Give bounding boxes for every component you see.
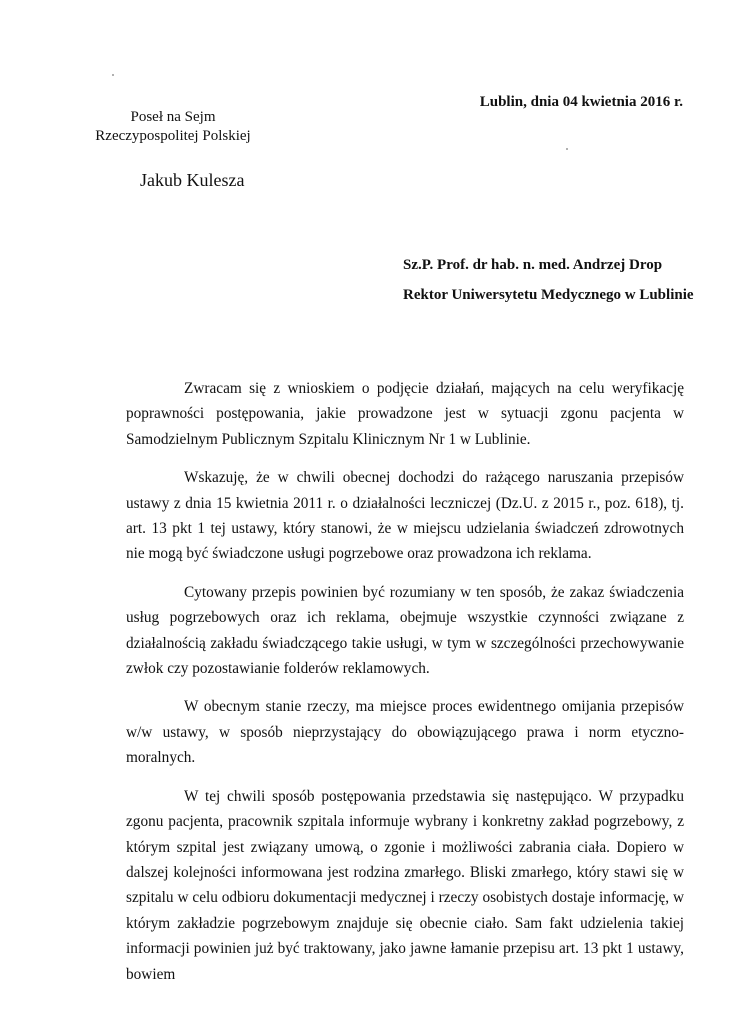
letter-date: Lublin, dnia 04 kwietnia 2016 r. xyxy=(479,94,683,110)
sender-block xyxy=(88,108,258,146)
sender-title: Poseł na Sejm xyxy=(130,109,216,125)
body-paragraph: Wskazuję, że w chwili obecnej dochodzi do rażącego naruszania przepisów ustawy z dnia 15 kwietnia 2011 r. o działalności leczniczej (Dz.U. z 2015 r., poz. 618), tj. art. 13 pkt 1 tej ustawy, który stanowi, że w miejscu udzielania świadczeń zdrowotnych nie mogą być świadczone usługi pogrzebowe oraz prowadzona ich reklama. xyxy=(126,469,684,563)
body-paragraph: Zwracam się z wnioskiem o podjęcie działań, mających na celu weryfikację poprawności postępowania, jakie prowadzone jest w sytuacji zgonu pacjenta w Samodzielnym Publicznym Szpitalu Klinicznym Nr 1 w Lublinie. xyxy=(126,380,684,448)
letter-body xyxy=(126,376,684,1000)
recipient-position: Rektor Uniwersytetu Medycznego w Lublinie xyxy=(403,287,694,303)
body-paragraph: Cytowany przepis powinien być rozumiany w ten sposób, że zakaz świadczenia usług pogrzebowych oraz ich reklama, obejmuje wszystkie czynności związane z działalnością zakładu świadczącego takie usługi, w tym w szczególności przechowywanie zwłok czy pozostawianie folderów reklamowych. xyxy=(126,583,684,678)
scan-speck xyxy=(112,74,114,76)
body-paragraph: W obecnym stanie rzeczy, ma miejsce proces ewidentnego omijania przepisów w/w ustawy, w sposób nieprzystający do obowiązującego prawa i norm etyczno-moralnych. xyxy=(126,698,684,767)
body-paragraph: W tej chwili sposób postępowania przedstawia się następująco. W przypadku zgonu pacjenta, pracownik szpitala informuje wybrany i konkretny zakład pogrzebowy, z którym szpital jest związany umową, o zgonie i możliwości zabrania ciała. Dopiero w dalszej kolejności informowana jest rodzina zmarłego. Bliski zmarłego, który stawi się w szpitalu w celu odbioru dokumentacji medycznej i rzeczy osobistych dostaje informację, w którym zakładzie pogrzebowym znajduje się obecnie ciało. Sam fakt udzielenia takiej informacji powinien już być traktowany, jako jawne łamanie przepisu art. 13 pkt 1 ustawy, bowiem xyxy=(126,787,684,983)
recipient-block xyxy=(403,250,694,310)
sender-name: Jakub Kulesza xyxy=(140,170,245,190)
sender-institution: Rzeczypospolitej Polskiej xyxy=(95,128,251,144)
recipient-name: Sz.P. Prof. dr hab. n. med. Andrzej Drop xyxy=(403,257,663,273)
scan-speck xyxy=(566,148,568,150)
